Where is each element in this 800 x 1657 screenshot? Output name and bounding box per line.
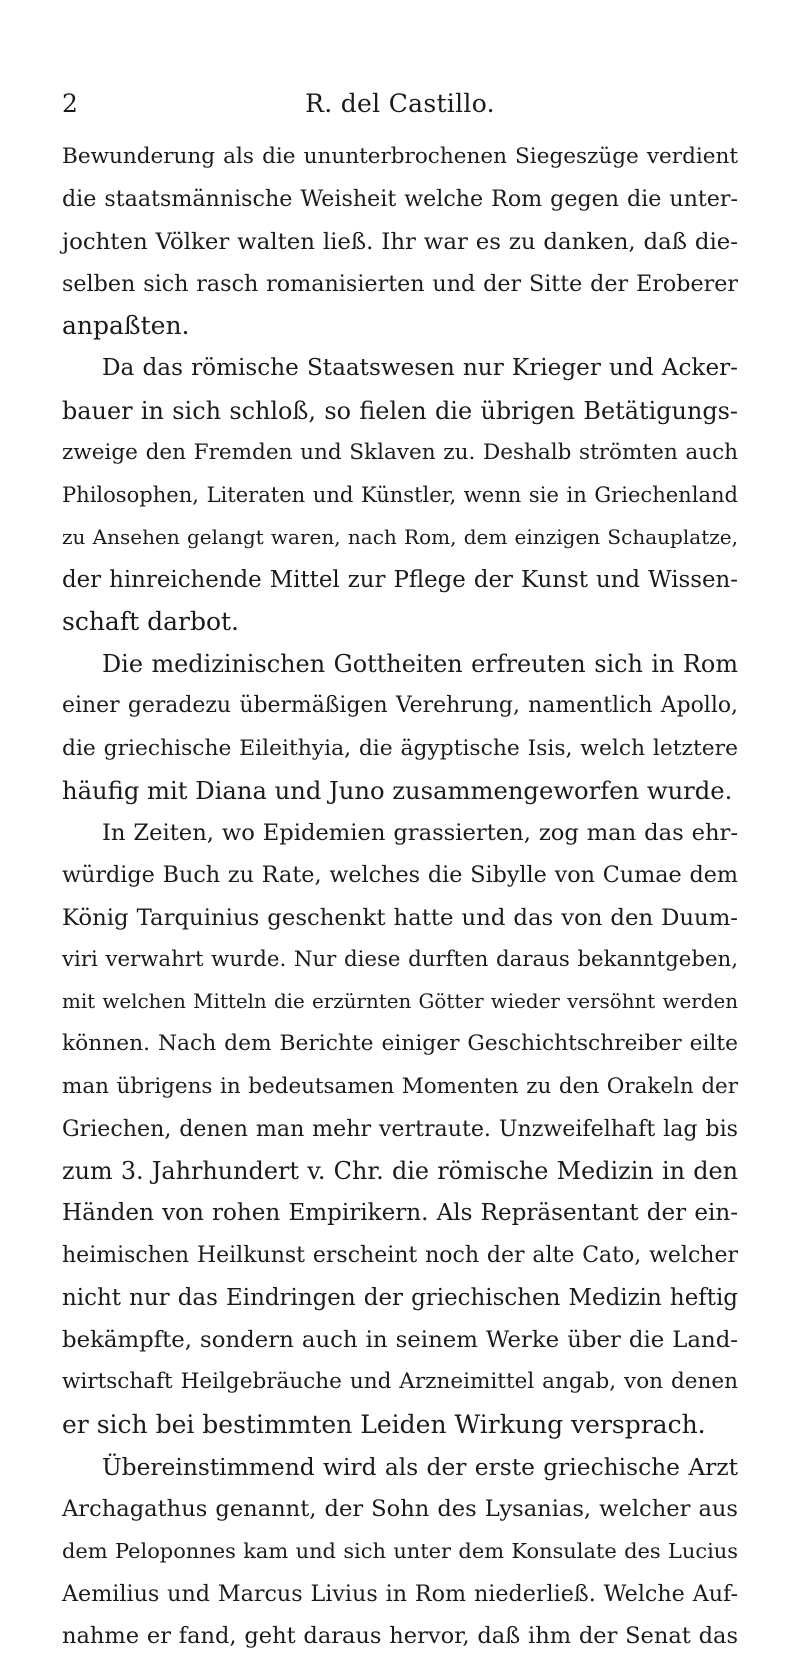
text-line: Übereinstimmend wird als der erste griechische Arzt — [102, 1452, 738, 1481]
text-line: zum 3. Jahrhundert v. Chr. die römische Medizin in den — [62, 1157, 738, 1185]
text-line: In Zeiten, wo Epidemien grassierten, zog man das ehr- — [102, 820, 738, 846]
text-line: König Tarquinius geschenkt hatte und das von den Duum- — [62, 904, 738, 931]
text-line: dem Peloponnes kam und sich unter dem Konsulate des Lucius — [62, 1539, 738, 1564]
text-line: viri verwahrt wurde. Nur diese durften daraus bekanntgeben, — [62, 946, 738, 972]
text-line: Philosophen, Literaten und Künstler, wenn sie in Griechenland — [62, 482, 738, 507]
running-header — [60, 84, 740, 124]
text-line: selben sich rasch romanisierten und der Sitte der Eroberer — [62, 270, 738, 297]
text-line: Archagathus genannt, der Sohn des Lysanias, welcher aus — [62, 1496, 738, 1522]
text-line: die staatsmännische Weisheit welche Rom gegen die unter- — [62, 186, 738, 213]
text-line: heimischen Heilkunst erscheint noch der alte Cato, welcher — [62, 1242, 738, 1268]
text-line: die griechische Eileithyia, die ägyptische Isis, welch letztere — [62, 735, 738, 761]
text-line: wirtschaft Heilgebräuche und Arzneimittel angab, von denen — [62, 1369, 738, 1395]
text-line: schaft darbot. — [62, 606, 239, 636]
running-title: R. del Castillo. — [305, 89, 495, 118]
text-line: zweige den Fremden und Sklaven zu. Deshalb strömten auch — [62, 439, 738, 465]
body-text — [62, 136, 738, 1657]
text-line: nicht nur das Eindringen der griechischen Medizin heftig — [62, 1284, 738, 1311]
text-line: bekämpfte, sondern auch in seinem Werke über die Land- — [62, 1327, 738, 1353]
text-line: anpaßten. — [62, 311, 190, 340]
text-line: Händen von rohen Empirikern. Als Repräsentant der ein- — [62, 1200, 738, 1227]
text-line: der hinreichende Mittel zur Pflege der Kunst und Wissen- — [62, 566, 738, 593]
text-line: Da das römische Staatswesen nur Krieger und Acker- — [102, 355, 738, 382]
text-line: nahme er fand, geht daraus hervor, daß ihm der Senat das — [62, 1622, 738, 1649]
text-line: Bewunderung als die ununterbrochenen Siegeszüge verdient — [62, 144, 738, 169]
text-line: Aemilius und Marcus Livius in Rom niederließ. Welche Auf- — [62, 1580, 738, 1607]
text-line: würdige Buch zu Rate, welches die Sibylle von Cumae dem — [62, 862, 738, 889]
text-line: mit welchen Mitteln die erzürnten Götter wieder versöhnt werden — [62, 990, 738, 1013]
text-line: können. Nach dem Berichte einiger Geschichtschreiber eilte — [62, 1031, 738, 1057]
text-line: zu Ansehen gelangt waren, nach Rom, dem einzigen Schauplatze, — [62, 525, 738, 550]
text-line: Griechen, denen man mehr vertraute. Unzweifelhaft lag bis — [62, 1115, 738, 1142]
text-line: häufig mit Diana und Juno zusammengeworfen wurde. — [62, 775, 733, 805]
text-line: jochten Völker walten ließ. Ihr war es zu danken, daß die- — [62, 228, 738, 255]
text-line: er sich bei bestimmten Leiden Wirkung versprach. — [62, 1409, 706, 1439]
text-line: man übrigens in bedeutsamen Momenten zu den Orakeln der — [62, 1073, 738, 1099]
text-line: bauer in sich schloß, so fielen die übrigen Betätigungs- — [62, 396, 738, 425]
text-line: Die medizinischen Gottheiten erfreuten sich in Rom — [102, 650, 738, 678]
page-number: 2 — [62, 89, 78, 118]
text-line: einer geradezu übermäßigen Verehrung, namentlich Apollo, — [62, 693, 738, 719]
